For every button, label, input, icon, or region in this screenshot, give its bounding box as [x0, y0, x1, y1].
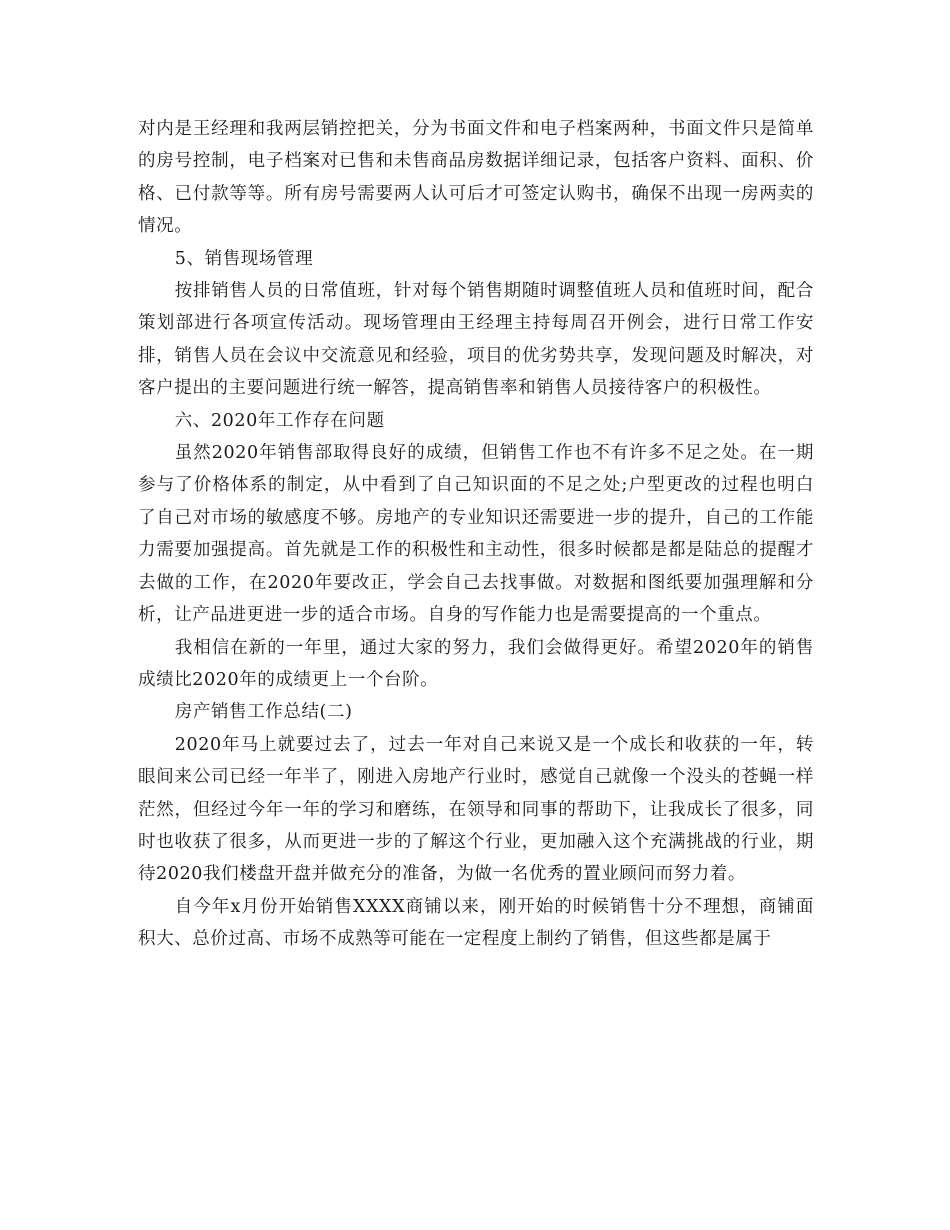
- paragraph-site-management: 按排销售人员的日常值班，针对每个销售期随时调整值班人员和值班时间，配合策划部进行各项宣传活动。现场管理由王经理主持每周召开例会，进行日常工作安排，销售人员在会议中交流意见和经验，项目的优劣势共享，发现问题及时解决，对客户提出的主要问题进行统一解答，提高销售率和销售人员接待客户的积极性。: [138, 281, 814, 399]
- paragraph-shop-sales: 自今年x月份开始销售XXXX商铺以来，刚开始的时候销售十分不理想，商铺面积大、总价过高、市场不成熟等可能在一定程度上制约了销售，但这些都是属于: [138, 896, 814, 950]
- paragraph-problems: 虽然2020年销售部取得良好的成绩，但销售工作也不有许多不足之处。在一期参与了价格体系的制定，从中看到了自己知识面的不足之处;户型更改的过程也明白了自己对市场的敏感度不够。房地产的专业知识还需要进一步的提升，自己的工作能力需要加强提高。首先就是工作的积极性和主动性，很多时候都是都是陆总的提醒才去做的工作，在2020年要改正，学会自己去找事做。对数据和图纸要加强理解和分析，让产品进更进一步的适合市场。自身的写作能力也是需要提高的一个重点。: [138, 443, 814, 626]
- section-heading-site-management: 5、销售现场管理: [174, 248, 314, 269]
- paragraph-sales-control: 对内是王经理和我两层销控把关，分为书面文件和电子档案两种，书面文件只是简单的房号控制，电子档案对已售和未售商品房数据详细记录，包括客户资料、面积、价格、已付款等等。所有房号需要两人认可后才可签定认购书，确保不出现一房两卖的情况。: [138, 119, 814, 237]
- document-body: [138, 113, 814, 956]
- paragraph-year-review: 2020年马上就要过去了，过去一年对自己来说又是一个成长和收获的一年，转眼间来公司已经一年半了，刚进入房地产行业时，感觉自己就像一个没头的苍蝇一样茫然，但经过今年一年的学习和磨练，在领导和同事的帮助下，让我成长了很多，同时也收获了很多，从而更进一步的了解这个行业，更加融入这个充满挑战的行业，期待2020我们楼盘开盘并做充分的准备，为做一名优秀的置业顾问而努力着。: [138, 734, 814, 885]
- section-heading-summary-two: 房产销售工作总结(二): [174, 702, 353, 723]
- paragraph-outlook: 我相信在新的一年里，通过大家的努力，我们会做得更好。希望2020年的销售成绩比2020年的成绩更上一个台阶。: [138, 637, 814, 690]
- section-heading-problems: 六、2020年工作存在问题: [174, 410, 385, 431]
